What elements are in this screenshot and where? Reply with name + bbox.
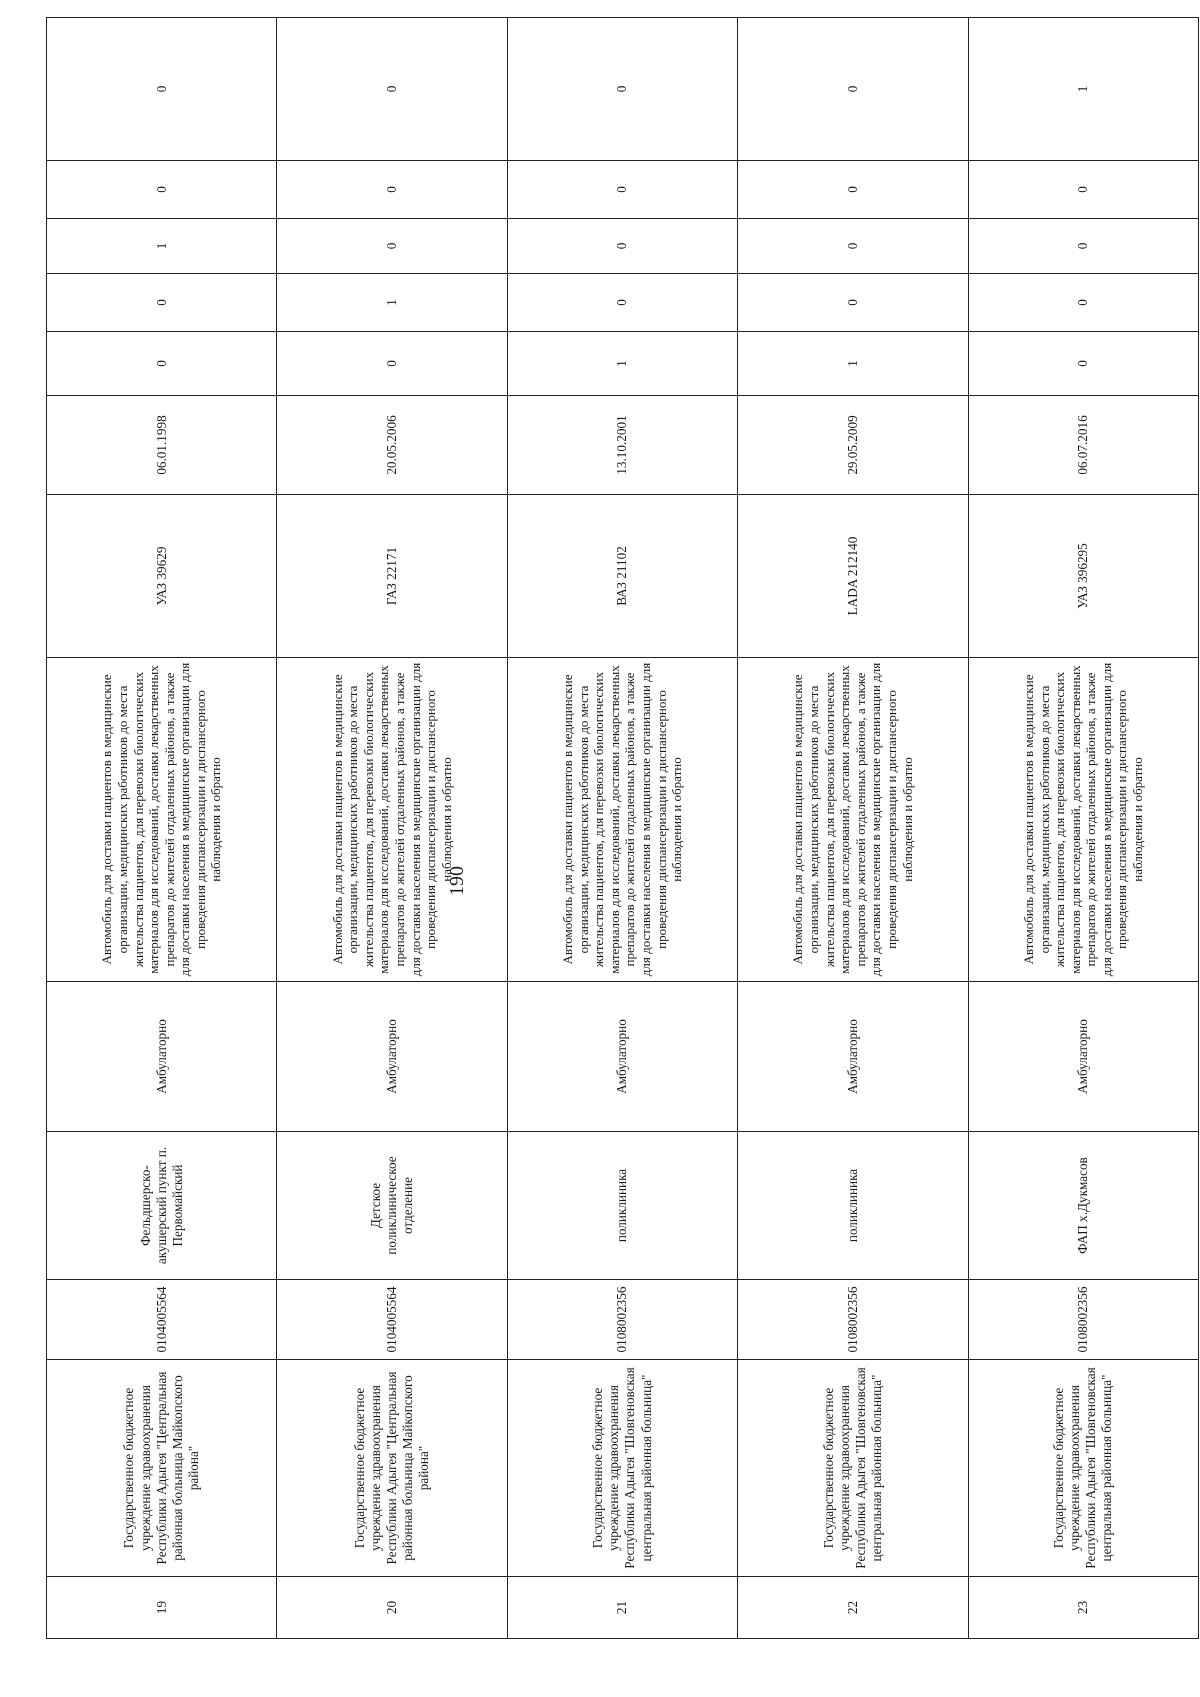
flag-value-2: 0 bbox=[153, 299, 169, 306]
registration-date: 29.05.2009 bbox=[844, 415, 860, 475]
flag-cell-3 bbox=[738, 219, 968, 274]
vehicle-model: ВАЗ 21102 bbox=[614, 546, 630, 606]
division-cell bbox=[968, 1132, 1198, 1280]
inn-cell bbox=[968, 1280, 1198, 1360]
inn-value: 0108002356 bbox=[844, 1286, 860, 1353]
registration-date: 13.10.2001 bbox=[614, 415, 630, 475]
flag-cell-5 bbox=[507, 18, 737, 161]
model-cell bbox=[507, 495, 737, 658]
table-row bbox=[507, 18, 737, 1639]
purpose-text: Автомобиль для доставки пациентов в медицинские организации, медицинских работников до места жительства пациентов, для перевозки биологических материалов для исследований, доставки лекарственных препаратов до жителей отдаленных районов, а также для доставки населения в медицинские организации для проведения диспансеризации и диспансерного наблюдения и обратно bbox=[560, 662, 685, 977]
flag-cell-2 bbox=[277, 274, 507, 332]
inn-cell bbox=[738, 1280, 968, 1360]
purpose-cell bbox=[738, 658, 968, 982]
vehicle-table-area bbox=[46, 85, 1199, 1639]
purpose-text: Автомобиль для доставки пациентов в медицинские организации, медицинских работников до места жительства пациентов, для перевозки биологических материалов для исследований, доставки лекарственных препаратов до жителей отдаленных районов, а также для доставки населения в медицинские организации для проведения диспансеризации и диспансерного наблюдения и обратно bbox=[1020, 662, 1146, 977]
table-row bbox=[738, 18, 968, 1639]
organization-cell bbox=[47, 1360, 277, 1577]
flag-value-5: 0 bbox=[153, 85, 169, 93]
row-number-cell bbox=[738, 1577, 968, 1639]
organization-name: Государственное бюджетное учреждение здравоохранения Республики Адыгея "Шовгеновская центральная районная больница" bbox=[590, 1367, 654, 1569]
flag-cell-3 bbox=[507, 219, 737, 274]
flag-value-2: 1 bbox=[384, 299, 400, 306]
flag-cell-5 bbox=[277, 18, 507, 161]
flag-cell-2 bbox=[968, 274, 1198, 332]
table-row bbox=[968, 18, 1198, 1639]
flag-value-3: 0 bbox=[384, 242, 400, 250]
flag-value-3: 0 bbox=[614, 242, 630, 250]
care-type-value: Амбулаторно bbox=[614, 1019, 630, 1094]
purpose-cell bbox=[47, 658, 277, 982]
care-type-cell bbox=[968, 982, 1198, 1132]
flag-value-1: 1 bbox=[614, 360, 630, 367]
vehicle-model: УАЗ 39629 bbox=[153, 546, 169, 606]
model-cell bbox=[277, 495, 507, 658]
flag-value-5: 1 bbox=[1075, 85, 1091, 93]
care-type-value: Амбулаторно bbox=[384, 1019, 400, 1094]
row-number: 23 bbox=[1075, 1600, 1091, 1615]
vehicle-model: LADA 212140 bbox=[844, 536, 860, 616]
row-number: 19 bbox=[153, 1600, 169, 1615]
flag-value-1: 1 bbox=[844, 360, 860, 367]
flag-value-3: 0 bbox=[1075, 242, 1091, 250]
flag-cell-5 bbox=[968, 18, 1198, 161]
flag-value-5: 0 bbox=[614, 85, 630, 93]
care-type-cell bbox=[507, 982, 737, 1132]
flag-value-2: 0 bbox=[1075, 299, 1091, 306]
flag-cell-3 bbox=[277, 219, 507, 274]
flag-value-1: 0 bbox=[153, 360, 169, 367]
inn-value: 0104005564 bbox=[384, 1286, 400, 1353]
purpose-cell bbox=[968, 658, 1198, 982]
division-cell bbox=[277, 1132, 507, 1280]
table-row bbox=[277, 18, 507, 1639]
model-cell bbox=[47, 495, 277, 658]
division-cell bbox=[738, 1132, 968, 1280]
division-cell bbox=[507, 1132, 737, 1280]
organization-cell bbox=[738, 1360, 968, 1577]
flag-value-2: 0 bbox=[844, 299, 860, 306]
date-cell bbox=[968, 396, 1198, 495]
division-name: поликлиника bbox=[614, 1168, 630, 1243]
flag-value-4: 0 bbox=[384, 186, 400, 193]
row-number: 21 bbox=[614, 1600, 630, 1615]
purpose-cell bbox=[277, 658, 507, 982]
flag-cell-2 bbox=[738, 274, 968, 332]
inn-value: 0104005564 bbox=[153, 1286, 169, 1353]
flag-value-5: 0 bbox=[844, 85, 860, 93]
registration-date: 06.07.2016 bbox=[1075, 415, 1091, 475]
inn-value: 0108002356 bbox=[1075, 1286, 1091, 1353]
model-cell bbox=[968, 495, 1198, 658]
division-name: Детское поликлиническое отделение bbox=[367, 1156, 416, 1255]
division-name: поликлиника bbox=[844, 1168, 860, 1243]
flag-cell-1 bbox=[738, 332, 968, 396]
vehicle-model: УАЗ 396295 bbox=[1075, 543, 1091, 609]
care-type-cell bbox=[738, 982, 968, 1132]
organization-cell bbox=[507, 1360, 737, 1577]
row-number: 20 bbox=[384, 1600, 400, 1615]
flag-cell-1 bbox=[277, 332, 507, 396]
registration-date: 06.01.1998 bbox=[153, 415, 169, 475]
flag-cell-2 bbox=[507, 274, 737, 332]
flag-value-5: 0 bbox=[384, 85, 400, 93]
flag-cell-3 bbox=[968, 219, 1198, 274]
model-cell bbox=[738, 495, 968, 658]
care-type-value: Амбулаторно bbox=[153, 1019, 169, 1094]
rotated-page-content bbox=[46, 85, 1199, 1639]
division-cell bbox=[47, 1132, 277, 1280]
inn-cell bbox=[277, 1280, 507, 1360]
flag-value-4: 0 bbox=[844, 186, 860, 193]
flag-value-1: 0 bbox=[384, 360, 400, 367]
organization-cell bbox=[968, 1360, 1198, 1577]
date-cell bbox=[277, 396, 507, 495]
registration-date: 20.05.2006 bbox=[384, 415, 400, 475]
flag-value-4: 0 bbox=[153, 186, 169, 193]
flag-cell-1 bbox=[968, 332, 1198, 396]
row-number-cell bbox=[47, 1577, 277, 1639]
flag-cell-3 bbox=[47, 219, 277, 274]
care-type-value: Амбулаторно bbox=[1075, 1019, 1091, 1094]
flag-cell-4 bbox=[47, 161, 277, 219]
flag-cell-5 bbox=[47, 18, 277, 161]
care-type-value: Амбулаторно bbox=[844, 1019, 860, 1094]
inn-value: 0108002356 bbox=[614, 1286, 630, 1353]
flag-cell-4 bbox=[968, 161, 1198, 219]
organization-name: Государственное бюджетное учреждение здравоохранения Республики Адыгея "Центральная районная больница Майкопского района" bbox=[351, 1371, 432, 1565]
purpose-text: Автомобиль для доставки пациентов в медицинские организации, медицинских работников до места жительства пациентов, для перевозки биологических материалов для исследований, доставки лекарственных препаратов до жителей отдаленных районов, а также для доставки населения в медицинские организации для проведения диспансеризации и диспансерного наблюдения и обратно bbox=[329, 662, 454, 977]
flag-value-2: 0 bbox=[614, 299, 630, 306]
page-number: 190 bbox=[446, 866, 468, 896]
flag-cell-4 bbox=[277, 161, 507, 219]
table-row bbox=[47, 18, 277, 1639]
inn-cell bbox=[507, 1280, 737, 1360]
division-name: Фельдшерско-акушерский пункт п. Первомайский bbox=[137, 1146, 185, 1265]
date-cell bbox=[47, 396, 277, 495]
organization-name: Государственное бюджетное учреждение здравоохранения Республики Адыгея "Шовгеновская центральная районная больница" bbox=[820, 1367, 884, 1569]
purpose-text: Автомобиль для доставки пациентов в медицинские организации, медицинских работников до места жительства пациентов, для перевозки биологических материалов для исследований, доставки лекарственных препаратов до жителей отдаленных районов, а также для доставки населения в медицинские организации для проведения диспансеризации и диспансерного наблюдения и обратно bbox=[790, 662, 915, 977]
division-name: ФАП х.Дукмасов bbox=[1075, 1157, 1091, 1254]
flag-value-4: 0 bbox=[614, 186, 630, 193]
flag-cell-5 bbox=[738, 18, 968, 161]
flag-cell-4 bbox=[507, 161, 737, 219]
row-number-cell bbox=[968, 1577, 1198, 1639]
flag-value-1: 0 bbox=[1075, 360, 1091, 367]
organization-cell bbox=[277, 1360, 507, 1577]
care-type-cell bbox=[47, 982, 277, 1132]
flag-cell-1 bbox=[47, 332, 277, 396]
purpose-cell bbox=[507, 658, 737, 982]
flag-value-3: 0 bbox=[844, 242, 860, 250]
care-type-cell bbox=[277, 982, 507, 1132]
row-number: 22 bbox=[844, 1600, 860, 1615]
purpose-text: Автомобиль для доставки пациентов в медицинские организации, медицинских работников до места жительства пациентов, для перевозки биологических материалов для исследований, доставки лекарственных препаратов до жителей отдаленных районов, а также для доставки населения в медицинские организации для проведения диспансеризации и диспансерного наблюдения и обратно bbox=[99, 662, 224, 977]
date-cell bbox=[738, 396, 968, 495]
inn-cell bbox=[47, 1280, 277, 1360]
flag-value-3: 1 bbox=[153, 242, 169, 250]
flag-cell-1 bbox=[507, 332, 737, 396]
flag-value-4: 0 bbox=[1075, 186, 1091, 193]
organization-name: Государственное бюджетное учреждение здравоохранения Республики Адыгея "Центральная районная больница Майкопского района" bbox=[121, 1371, 201, 1565]
flag-cell-2 bbox=[47, 274, 277, 332]
vehicle-model: ГАЗ 22171 bbox=[384, 546, 400, 606]
row-number-cell bbox=[277, 1577, 507, 1639]
row-number-cell bbox=[507, 1577, 737, 1639]
flag-cell-4 bbox=[738, 161, 968, 219]
date-cell bbox=[507, 396, 737, 495]
vehicle-registry-table bbox=[46, 17, 1199, 1639]
organization-name: Государственное бюджетное учреждение здравоохранения Республики Адыгея "Шовгеновская центральная районная больница" bbox=[1051, 1367, 1115, 1569]
